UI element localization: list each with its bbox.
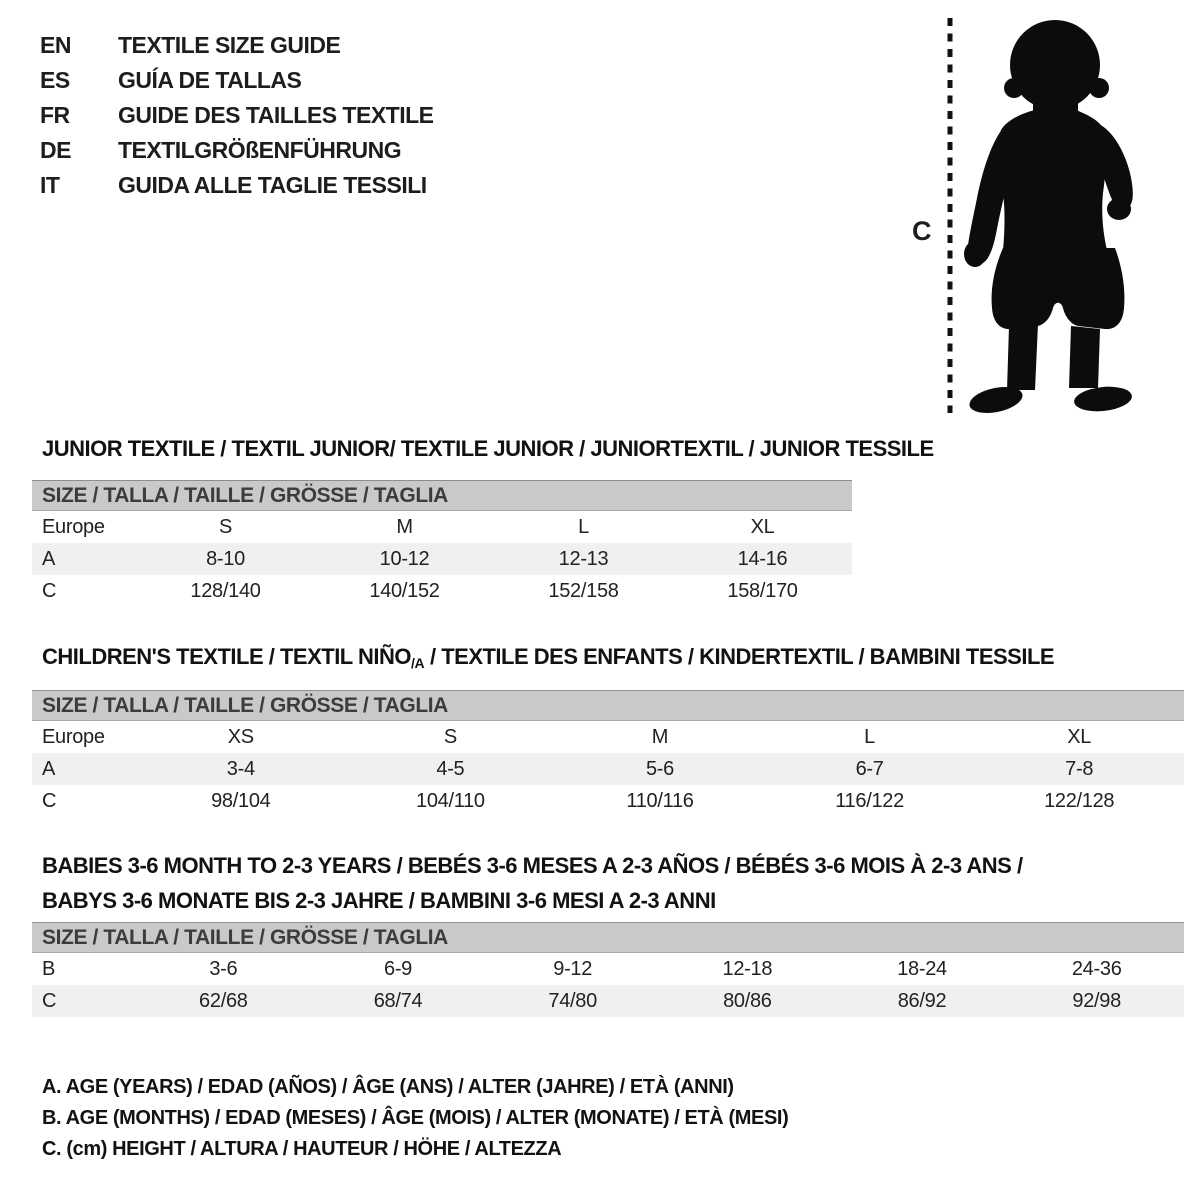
cell-value: 98/104 [211,789,271,812]
cell-value: 9-12 [553,957,593,980]
table-row-a [32,543,852,575]
cell-value: 14-16 [737,547,788,570]
children-title-subscript: /A [410,655,425,671]
babies-title-line2: BABYS 3-6 MONATE BIS 2-3 JAHRE / BAMBINI 3-6 MESI A 2-3 ANNI [42,888,716,913]
table-row-c [32,575,852,607]
cell-value: 110/116 [626,789,694,812]
language-title: TEXTILE SIZE GUIDE [118,32,341,58]
cell-value: M [651,725,669,748]
cell-value: S [218,515,233,538]
language-row-it [40,168,434,203]
cell-value: 62/68 [199,989,248,1012]
row-label: C [42,989,57,1012]
junior-size-table [32,480,852,607]
language-code: DE [40,137,71,163]
cell-value: XS [227,725,254,748]
cell-value: 68/74 [373,989,423,1012]
table-row-europe [32,511,852,543]
table-row-europe [32,721,1184,753]
cell-value: 8-10 [206,547,245,570]
cell-value: 74/80 [548,989,597,1012]
row-label: A [42,547,56,570]
cell-value: 5-6 [645,757,674,780]
cell-value: 3-4 [226,757,255,780]
row-label: A [42,757,56,780]
legend-line-b: B. AGE (MONTHS) / EDAD (MESES) / ÂGE (MOIS) / ALTER (MONATE) / ETÀ (MESI) [42,1107,789,1129]
cell-value: 4-5 [436,757,465,780]
language-title: GUIDE DES TAILLES TEXTILE [118,102,434,128]
babies-section-title [42,848,1023,918]
language-title: TEXTILGRÖßENFÜHRUNG [118,137,402,163]
children-section-title [42,644,1054,671]
language-row-fr [40,98,434,133]
children-title-prefix: CHILDREN'S TEXTILE / TEXTIL NIÑO [42,644,411,669]
measurement-legend [42,1072,788,1165]
row-label: B [42,957,56,980]
language-list [40,28,434,203]
cell-value: S [443,725,457,748]
children-size-table [32,690,1184,817]
language-row-es [40,63,434,98]
language-title: GUIDA ALLE TAGLIE TESSILI [118,172,427,198]
cell-value: 12-18 [722,957,773,980]
row-label: Europe [42,725,105,748]
cell-value: L [578,515,589,538]
cell-value: 86/92 [897,989,947,1012]
cell-value: 116/122 [835,789,904,812]
cell-value: 10-12 [379,547,430,570]
language-row-de [40,133,434,168]
cell-value: XL [750,515,775,538]
row-label: Europe [42,515,105,538]
cell-value: L [864,725,875,748]
table-row-c [32,785,1184,817]
junior-table-header: SIZE / TALLA / TAILLE / GRÖSSE / TAGLIA [32,480,852,511]
cell-value: 122/128 [1044,789,1115,812]
language-row-en [40,28,434,63]
junior-section-title: JUNIOR TEXTILE / TEXTIL JUNIOR/ TEXTILE JUNIOR / JUNIORTEXTIL / JUNIOR TESSILE [42,436,934,461]
cell-value: 92/98 [1072,989,1121,1012]
language-title: GUÍA DE TALLAS [118,67,302,93]
babies-title-line1: BABIES 3-6 MONTH TO 2-3 YEARS / BEBÉS 3-6 MESES A 2-3 AÑOS / BÉBÉS 3-6 MOIS À 2-3 ANS / [42,853,1023,878]
cell-value: 104/110 [416,789,485,812]
cell-value: 152/158 [548,579,619,602]
toddler-silhouette [964,20,1133,417]
cell-value: 18-24 [897,957,947,980]
language-code: ES [40,67,70,93]
cell-value: 24-36 [1071,957,1122,980]
row-label: C [42,579,57,602]
table-row-b [32,953,1184,985]
legend-line-a: A. AGE (YEARS) / EDAD (AÑOS) / ÂGE (ANS) / ALTER (JAHRE) / ETÀ (ANNI) [42,1076,734,1098]
cell-value: 7-8 [1065,757,1094,780]
cell-value: XL [1067,725,1092,748]
row-label: C [42,789,57,812]
cell-value: 140/152 [369,579,440,602]
cell-value: 12-13 [558,547,609,570]
cell-value: 158/170 [727,579,798,602]
table-row-a [32,753,1184,785]
cell-value: 128/140 [190,579,261,602]
babies-table-header: SIZE / TALLA / TAILLE / GRÖSSE / TAGLIA [32,922,1184,953]
cell-value: M [396,515,413,538]
children-table-header: SIZE / TALLA / TAILLE / GRÖSSE / TAGLIA [32,690,1184,721]
legend-line-c: C. (cm) HEIGHT / ALTURA / HAUTEUR / HÖHE / ALTEZZA [42,1138,562,1160]
language-code: EN [40,32,71,58]
cell-value: 6-9 [384,957,413,980]
language-code: IT [40,172,60,198]
children-title-suffix: / TEXTILE DES ENFANTS / KINDERTEXTIL / BAMBINI TESSILE [424,644,1055,669]
table-row-c [32,985,1184,1017]
language-code: FR [40,102,70,128]
cell-value: 6-7 [855,757,884,780]
toddler-figure [893,8,1145,420]
measure-label-c: C [912,216,932,246]
cell-value: 3-6 [209,957,238,980]
babies-size-table [32,922,1184,1017]
cell-value: 80/86 [723,989,772,1012]
